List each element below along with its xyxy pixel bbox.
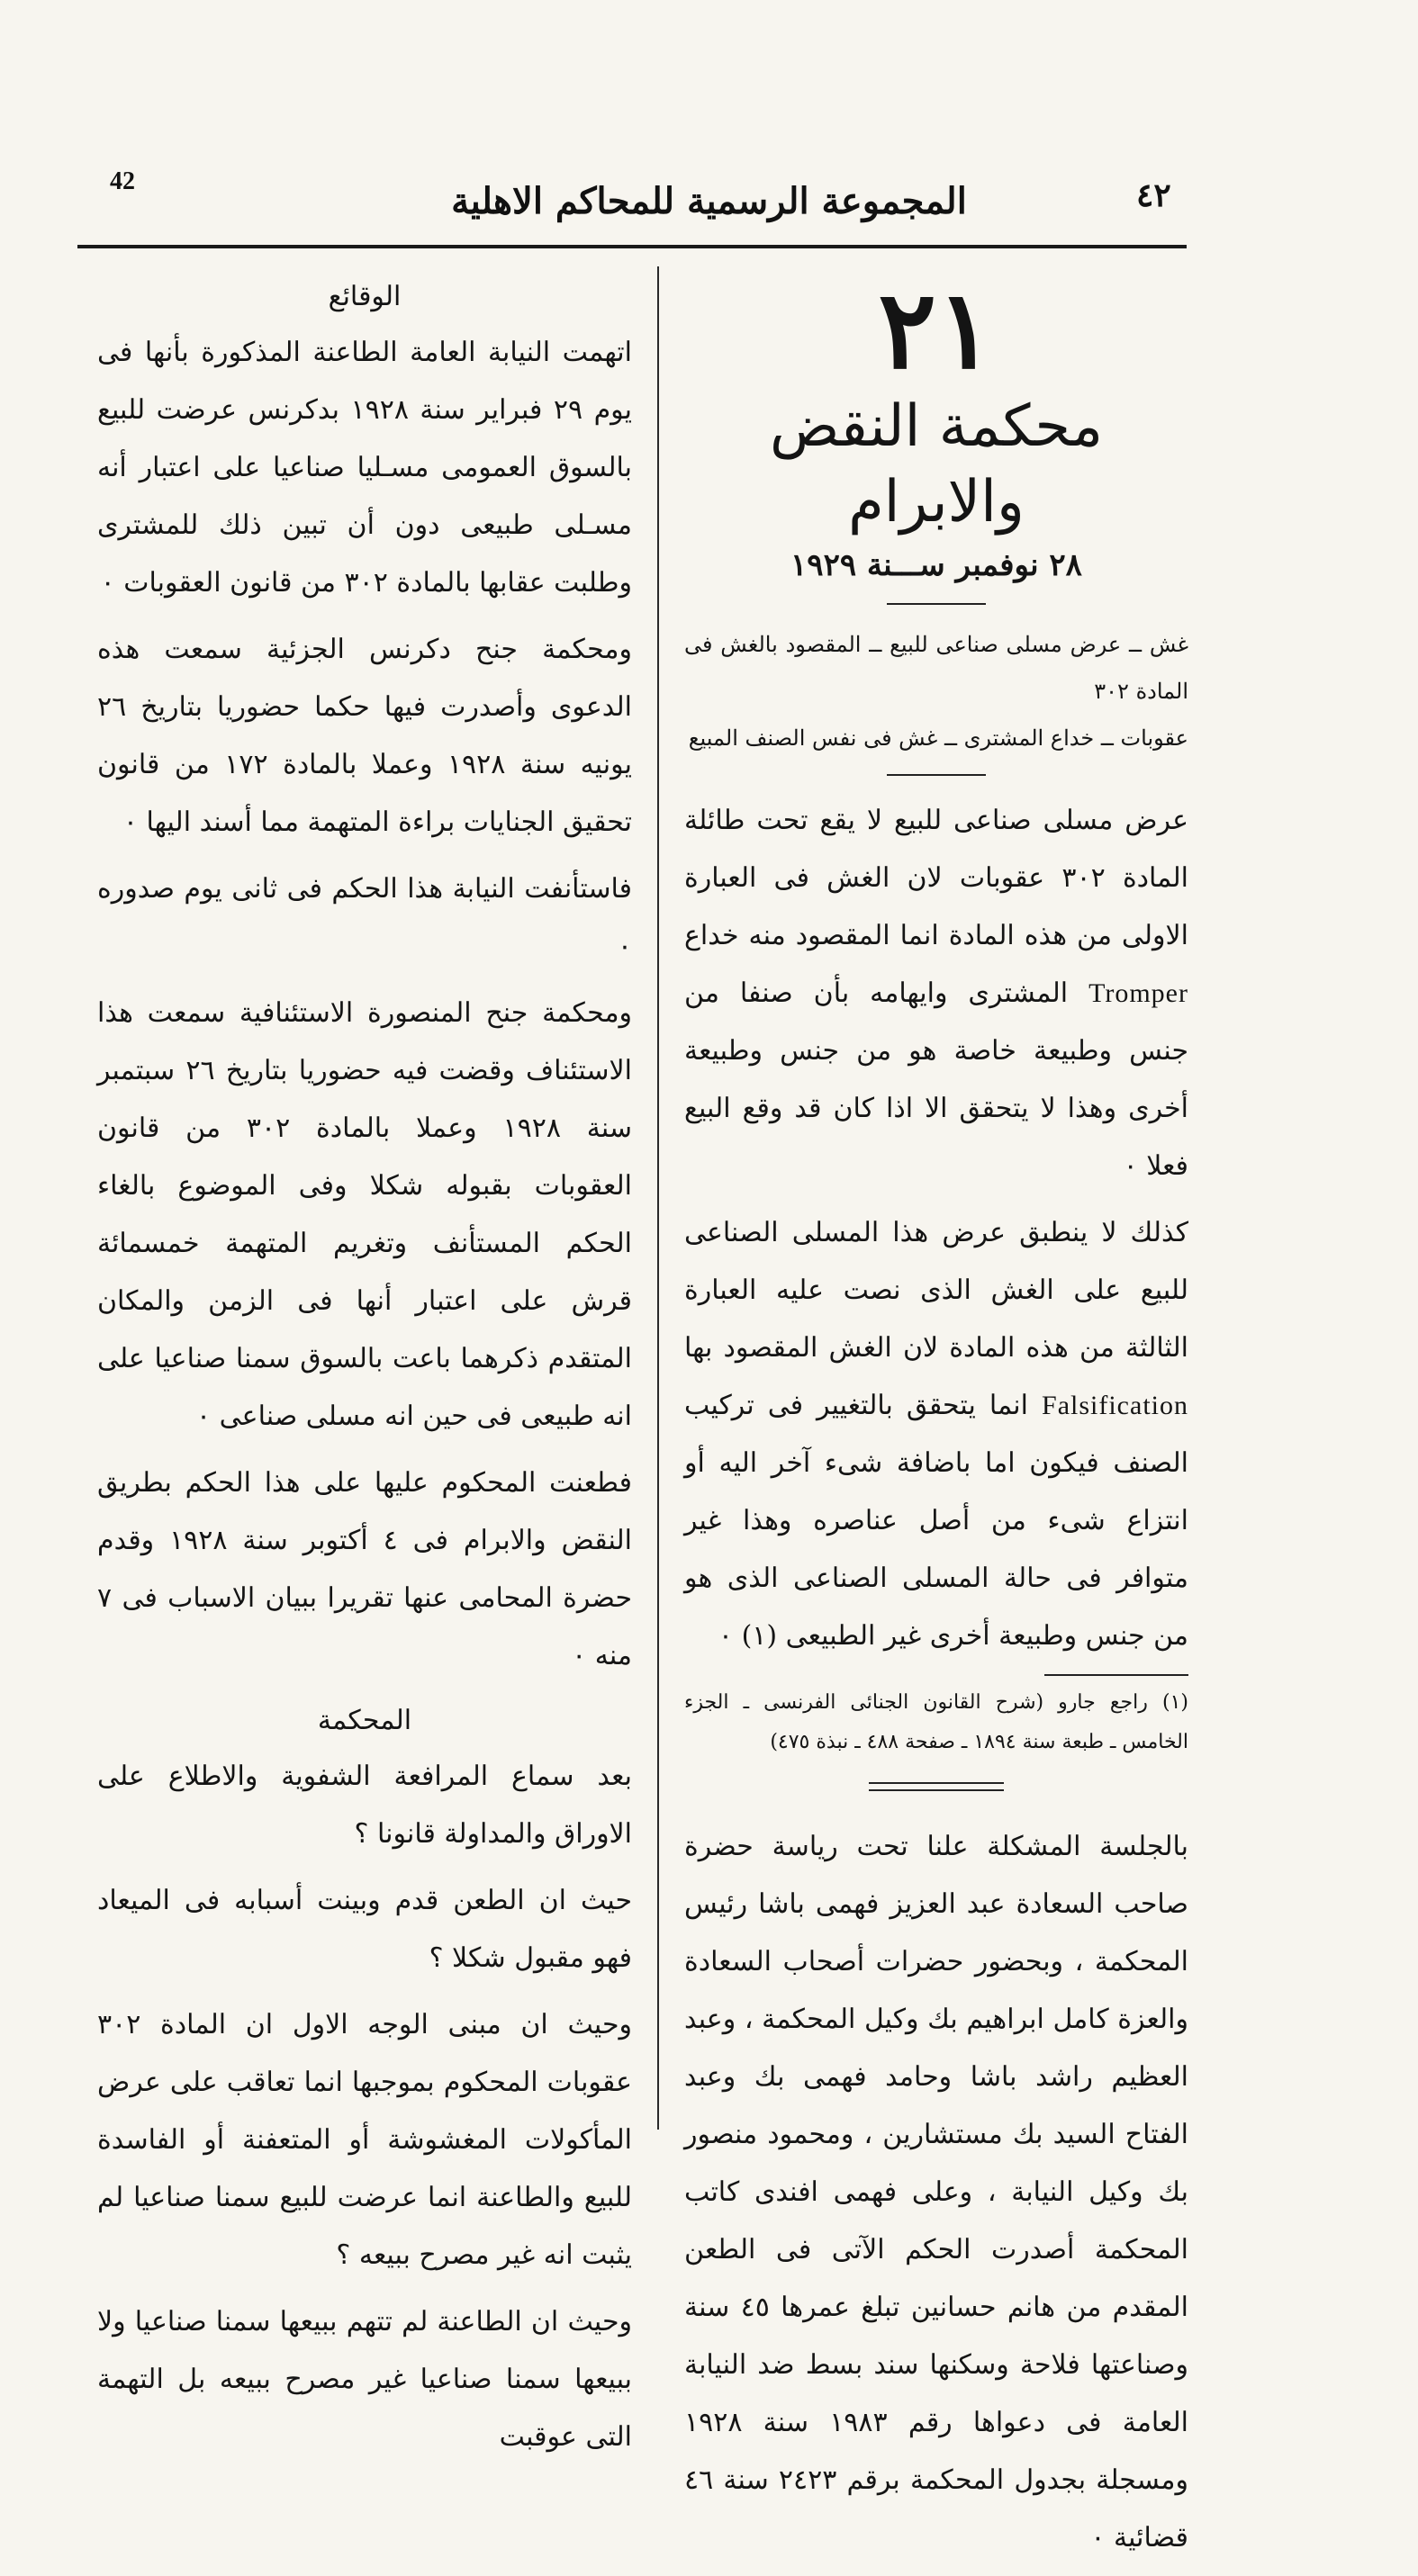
principle-paragraph [684, 792, 1188, 1195]
keywords-line: عقوبات ــ خداع المشترى ــ غش فى نفس الصنف المبيع [688, 725, 1188, 751]
decision-date: ٢٨ نوفمبر ســـنة ١٩٢٩ [790, 547, 1082, 583]
title-rule [887, 603, 986, 605]
principle-text: عرض مسلى صناعى للبيع لا يقع تحت طائلة المادة ٣٠٢ عقوبات لان الغش فى العبارة الاولى من هذه المادة انما المقصود منه خداع [684, 805, 1189, 951]
principle-text: انما يتحقق بالتغيير فى تركيب الصنف فيكون اما باضافة شىء آخر اليه أو انتزاع شىء من أصل عناصره وهذا غير متوافر فى حالة المسلى الصناعى الذى هو من جنس وطبيعة أخرى غير الطبيعى (١) ٠ [684, 1390, 1188, 1652]
keywords-rule [887, 774, 986, 776]
court-name: محكمة النقض والابرام [770, 393, 1103, 536]
right-column [684, 266, 1188, 2576]
facts-heading: الوقائع [328, 281, 402, 312]
court-paragraph: بعد سماع المرافعة الشفوية والاطلاع على الاوراق والمداولة قانونا ؟ [97, 1761, 632, 1850]
footnote: (١) راجع جارو (شرح القانون الجنائى الفرنسى ـ الجزء الخامس ـ طبعة سنة ١٨٩٤ ـ صفحة ٤٨٨ ـ نبذة ٤٧٥) [684, 1691, 1188, 1753]
court-paragraph: حيث ان الطعن قدم وبينت أسبابه فى الميعاد فهو مقبول شكلا ؟ [97, 1885, 632, 1974]
column-divider [657, 266, 659, 2130]
case-number: ٢١ [878, 266, 995, 393]
running-title: المجموعة الرسمية للمحاكم الاهلية [451, 180, 967, 222]
principle-text: المشترى وايهامه بأن صنفا من جنس وطبيعة خاصة هو من جنس وطبيعة أخرى وهذا لا يتحقق الا اذا كان قد وقع البيع فعلا ٠ [684, 977, 1188, 1182]
keywords-line: غش ــ عرض مسلى صناعى للبيع ــ المقصود بالغش فى المادة ٣٠٢ [684, 632, 1188, 704]
page-number-latin: 42 [110, 167, 135, 195]
latin-term: Tromper [1088, 978, 1188, 1008]
footnote-rule [1044, 1674, 1188, 1676]
court-heading: المحكمة [317, 1705, 412, 1736]
facts-paragraph: فاستأنفت النيابة هذا الحكم فى ثانى يوم صدوره ٠ [97, 873, 632, 962]
session-paragraph: بالجلسة المشكلة علنا تحت رياسة حضرة صاحب السعادة عبد العزيز فهمى باشا رئيس المحكمة ، وبحضور حضرات أصحاب السعادة والعزة كامل ابراهيم بك وكيل المحكمة ، وعبد العظيم راشد باشا وحامد فهمى بك وعبد الفتاح السيد بك مستشارين ، ومحمود منصور بك وكيل النيابة ، وعلى فهمى افندى كاتب المحكمة أصدرت الحكم الآتى فى الطعن المقدم من هانم حسانين تبلغ عمرها ٤٥ سنة وصناعتها فلاحة وسكنها سند بسط ضد النيابة العامة فى دعواها رقم ١٩٨٣ سنة ١٩٢٨ ومسجلة بجدول المحكمة برقم ٢٤٢٣ سنة ٤٦ قضائية ٠ [684, 1831, 1188, 2553]
facts-paragraph: اتهمت النيابة العامة الطاعنة المذكورة بأنها فى يوم ٢٩ فبراير سنة ١٩٢٨ بدكرنس عرضت للبيع بالسوق العمومى مسـليا صناعيا على اعتبار أنه مسـلى طبيعى دون أن تبين ذلك للمشترى وطلبت عقابها بالمادة ٣٠٢ من قانون العقوبات ٠ [97, 337, 632, 599]
court-paragraph: وحيث ان مبنى الوجه الاول ان المادة ٣٠٢ عقوبات المحكوم بموجبها انما تعاقب على عرض المأكولات المغشوشة أو المتعفنة أو الفاسدة للبيع والطاعنة انما عرضت للبيع سمنا صناعيا لم يثبت انه غير مصرح ببيعه ؟ [97, 2009, 632, 2271]
left-column [97, 270, 632, 2475]
page-number-arabic: ٤٢ [1136, 176, 1171, 214]
principle-text: كذلك لا ينطبق عرض هذا المسلى الصناعى للبيع على الغش الذى نصت عليه العبارة الثالثة من هذه المادة لان الغش المقصود بها [684, 1217, 1188, 1364]
section-double-rule [869, 1782, 1004, 1791]
facts-paragraph: ومحكمة جنح دكرنس الجزئية سمعت هذه الدعوى وأصدرت فيها حكما حضوريا بتاريخ ٢٦ يونيه سنة ١٩٢٨ وعملا بالمادة ١٧٢ من قانون تحقيق الجنايات براءة المتهمة مما أسند اليها ٠ [97, 634, 632, 838]
court-paragraph: وحيث ان الطاعنة لم تتهم ببيعها سمنا صناعيا ولا ببيعها سمنا صناعيا غير مصرح ببيعه بل التهمة التى عوقبت [97, 2306, 632, 2453]
facts-paragraph: ومحكمة جنح المنصورة الاستئنافية سمعت هذا الاستئناف وقضت فيه حضوريا بتاريخ ٢٦ سبتمبر سنة ١٩٢٨ وعملا بالمادة ٣٠٢ من قانون العقوبات بقبوله شكلا وفى الموضوع بالغاء الحكم المستأنف وتغريم المتهمة خمسمائة قرش على اعتبار أنها فى الزمن والمكان المتقدم ذكرهما باعت بالسوق سمنا صناعيا على انه طبيعى فى حين انه مسلى صناعى ٠ [97, 997, 633, 1432]
facts-paragraph: فطعنت المحكوم عليها على هذا الحكم بطريق النقض والابرام فى ٤ أكتوبر سنة ١٩٢٨ وقدم حضرة المحامى عنها تقريرا ببيان الاسباب فى ٧ منه ٠ [97, 1467, 632, 1671]
header-rule [77, 245, 1187, 248]
principle-paragraph [684, 1204, 1188, 1665]
latin-term: Falsification [1042, 1391, 1188, 1420]
